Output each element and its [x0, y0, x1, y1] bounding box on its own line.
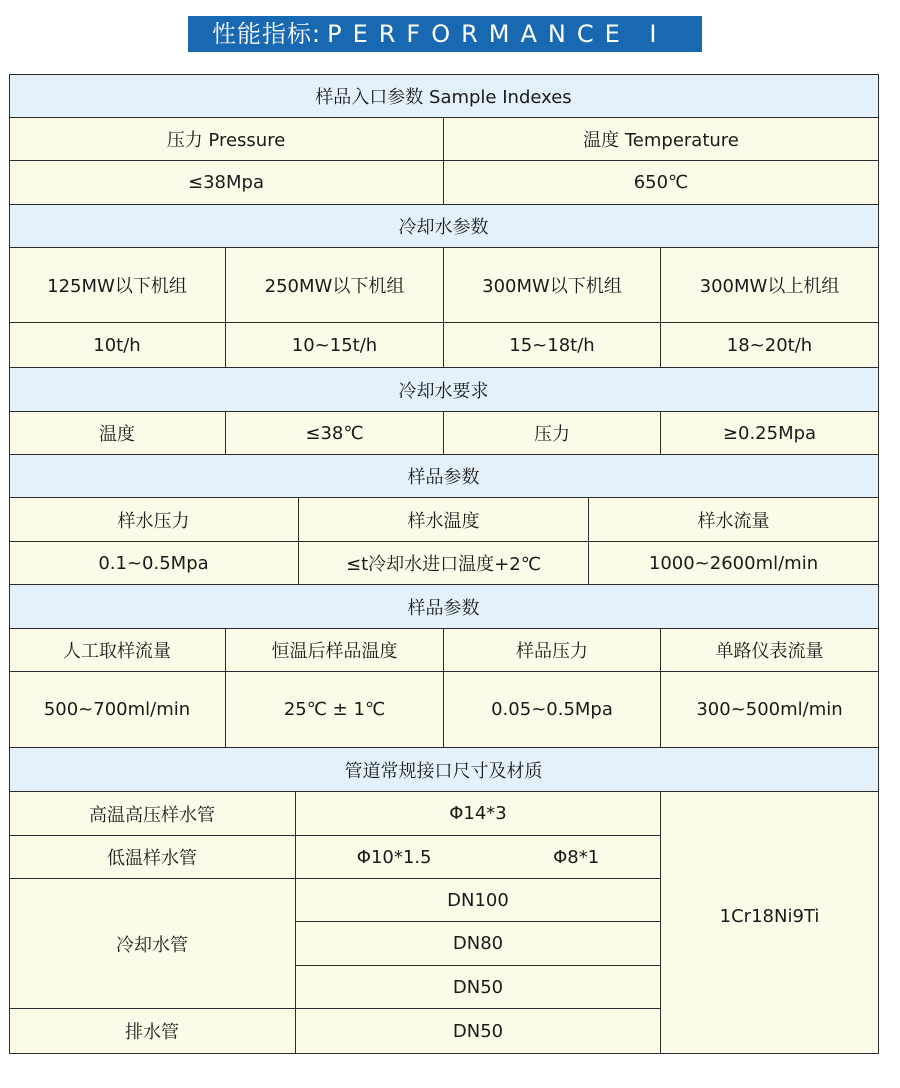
flow-value: 18~20t/h [661, 323, 879, 368]
pressure-label: 压力 Pressure [9, 118, 444, 161]
req-pressure-value: ≥0.25Mpa [661, 412, 879, 455]
req-pressure-label: 压力 [444, 412, 661, 455]
sample-param-value: 500~700ml/min [9, 672, 226, 748]
pipe-label-cooling: 冷却水管 [9, 879, 296, 1009]
cooling-water-req-header: 冷却水要求 [9, 368, 879, 412]
pipe-size-high-temp: Φ14*3 [296, 792, 661, 836]
pipe-material: 1Cr18Ni9Ti [661, 792, 879, 1054]
req-temperature-label: 温度 [9, 412, 226, 455]
sample-params-header: 样品参数 [9, 455, 879, 498]
pipe-size-drain: DN50 [296, 1009, 661, 1054]
flow-value: 10t/h [9, 323, 226, 368]
pipe-size-low-temp [296, 836, 661, 879]
unit-label: 125MW以下机组 [9, 248, 226, 323]
sample-param-label: 恒温后样品温度 [226, 629, 444, 672]
sample-param-value: 300~500ml/min [661, 672, 879, 748]
sample-param-label: 样水流量 [589, 498, 879, 542]
sample-inlet-header: 样品入口参数 Sample Indexes [9, 74, 879, 118]
cooling-water-params-header: 冷却水参数 [9, 205, 879, 248]
unit-label: 300MW以上机组 [661, 248, 879, 323]
pipe-size-cooling: DN80 [296, 922, 661, 966]
pipe-size: Φ10*1.5 [356, 846, 432, 868]
temperature-label: 温度 Temperature [444, 118, 879, 161]
flow-value: 15~18t/h [444, 323, 661, 368]
flow-value: 10~15t/h [226, 323, 444, 368]
sample-param-label: 单路仪表流量 [661, 629, 879, 672]
sample-param-label: 样水压力 [9, 498, 299, 542]
sample-param-value: 0.1~0.5Mpa [9, 542, 299, 585]
sample-param-value: 25℃ ± 1℃ [226, 672, 444, 748]
sample-params-header: 样品参数 [9, 585, 879, 629]
sample-param-value: ≤t冷却水进口温度+2℃ [299, 542, 589, 585]
pipe-size-cooling: DN50 [296, 966, 661, 1009]
title-banner [188, 16, 702, 52]
unit-label: 250MW以下机组 [226, 248, 444, 323]
sample-param-label: 样水温度 [299, 498, 589, 542]
pressure-value: ≤38Mpa [9, 161, 444, 205]
sample-param-label: 样品压力 [444, 629, 661, 672]
sample-param-value: 0.05~0.5Mpa [444, 672, 661, 748]
pipe-label-low-temp: 低温样水管 [9, 836, 296, 879]
piping-header: 管道常规接口尺寸及材质 [9, 748, 879, 792]
title-english: PERFORMANCE I [327, 20, 668, 48]
unit-label: 300MW以下机组 [444, 248, 661, 323]
sample-param-value: 1000~2600ml/min [589, 542, 879, 585]
temperature-value: 650℃ [444, 161, 879, 205]
pipe-size: Φ8*1 [553, 846, 600, 868]
pipe-size-cooling: DN100 [296, 879, 661, 922]
sample-param-label: 人工取样流量 [9, 629, 226, 672]
title-chinese: 性能指标: [212, 20, 322, 48]
pipe-label-high-temp: 高温高压样水管 [9, 792, 296, 836]
req-temperature-value: ≤38℃ [226, 412, 444, 455]
pipe-label-drain: 排水管 [9, 1009, 296, 1054]
